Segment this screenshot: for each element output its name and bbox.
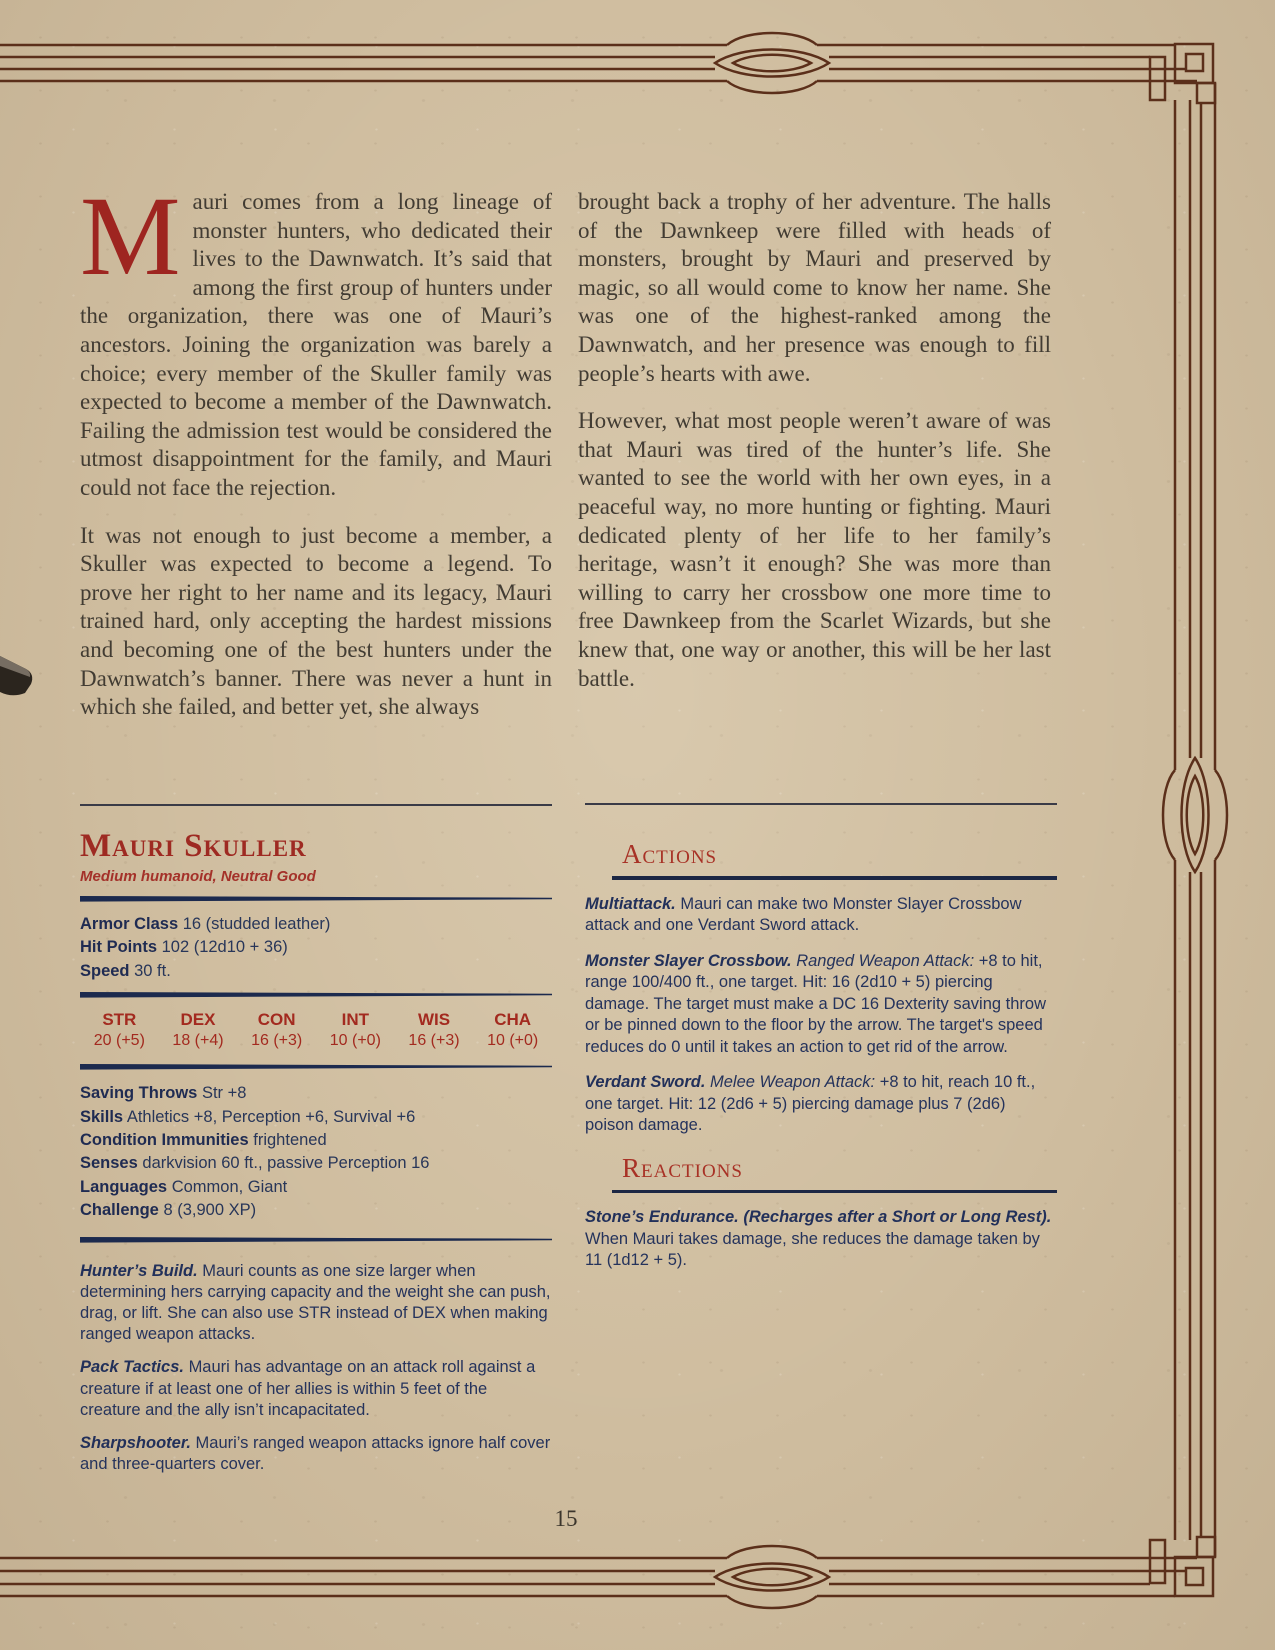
trait-hunters-build: Hunter’s Build. Mauri counts as one size larger when determining hers carrying capacity and the weight she can push, drag, or lift. She can also use STR instead of DEX when making ranged weapon attacks. [80,1261,551,1344]
intro-right-column [578,188,1051,693]
statblock-subtitle: Medium humanoid, Neutral Good [80,868,316,885]
hit-points-line: Hit Points 102 (12d10 + 36) [80,938,288,957]
ability-wis: WIS 16 (+3) [408,1010,460,1050]
tapered-rule [80,896,552,902]
senses-line: Senses darkvision 60 ft., passive Perception 16 [80,1154,430,1173]
core-attributes [80,913,552,983]
condition-immunities-line: Condition Immunities frightened [80,1131,327,1150]
ability-str: STR 20 (+5) [93,1010,145,1050]
action-verdant-sword: Verdant Sword. Melee Weapon Attack: +8 to hit, reach 10 ft., one target. Hit: 12 (2d6 + 5) piercing damage plus 7 (2d6) poison damage. [585,1073,1036,1134]
heading-rule [612,876,1057,880]
intro-paragraph-4: However, what most people weren’t aware of was that Mauri was tired of the hunter’s life. She wanted to see the world with her own eyes, in a peaceful way, no more hunting or fighting. Mauri dedicated plenty of her life to her family’s heritage, wasn’t it enough? She was more than willing to carry her crossbow one more time to free Dawnkeep from the Scarlet Wizards, but she knew that, one way or another, this will be her last battle. [578,408,1051,691]
actions-heading: Actions [622,839,718,869]
drop-cap: M [80,174,181,299]
intro-left-column [80,174,552,722]
statblock-right-column [585,790,1057,1272]
reactions-heading: Reactions [622,1152,743,1183]
divider [80,804,552,806]
intro-paragraph-1: Mauri comes from a long lineage of monster hunters, who dedicated their lives to the Dawnwatch. It’s said that among the first group of hunters under the organization, there was one of Mauri’s ancestors. Joining the organization was barely a choice; every member of the Skuller family was expected to become a member of the Dawnwatch. Failing the admission test would be considered the utmost disappointment for the family, and Mauri could not face the rejection. [80,174,552,500]
armor-class-line: Armor Class 16 (studded leather) [80,915,331,933]
skills-line: Skills Athletics +8, Perception +6, Survival +6 [80,1107,416,1126]
ability-cha: CHA 10 (+0) [487,1010,539,1050]
action-monster-slayer-crossbow: Monster Slayer Crossbow. Ranged Weapon Attack: +8 to hit, range 100/400 ft., one target. Hit: 16 (2d10 + 5) piercing damage. The target must make a DC 16 Dexterity saving throw or be pinned down to the floor by the arrow. The target's speed reduces do 0 until it takes an action to get rid of the arrow. [585,951,1046,1056]
action-multiattack: Multiattack. Mauri can make two Monster Slayer Crossbow attack and one Verdant Sword attack. [585,894,1022,934]
statblock-title: Mauri Skuller [80,828,307,864]
challenge-line: Challenge 8 (3,900 XP) [80,1201,257,1220]
ability-scores-table [80,1010,552,1052]
speed-line: Speed 30 ft. [80,961,171,980]
reaction-stones-endurance: Stone’s Endurance. (Recharges after a Short or Long Rest). When Mauri takes damage, she reduces the damage taken by 11 (1d12 + 5). [585,1208,1052,1269]
intro-paragraph-2: It was not enough to just become a member, a Skuller was expected to become a legend. To prove her right to her name and its legacy, Mauri trained hard, only accepting the hardest missions and becoming one of the best hunters under the Dawnwatch’s banner. There was never a hunt in which she failed, and better yet, she always [80,522,552,720]
tapered-rule [80,1064,552,1070]
statblock-left-column [80,790,552,1487]
languages-line: Languages Common, Giant [80,1177,288,1196]
tapered-rule [80,992,552,998]
traits-list [80,1261,552,1476]
ink-artifact [0,640,45,710]
tapered-rule [80,1237,552,1243]
intro-paragraph-3: brought back a trophy of her adventure. The halls of the Dawnkeep were filled with heads of monsters, brought by Mauri and preserved by magic, so all would come to know her name. She was one of the highest-ranked among the Dawnwatch, and her presence was enough to fill people’s hearts with awe. [578,189,1051,386]
trait-sharpshooter: Sharpshooter. Mauri’s ranged weapon attacks ignore half cover and three-quarters cover. [80,1434,551,1474]
saving-throws-line: Saving Throws Str +8 [80,1084,247,1103]
ability-con: CON 16 (+3) [251,1010,303,1050]
ability-dex: DEX 18 (+4) [172,1010,224,1050]
heading-rule [612,1190,1057,1194]
divider [585,803,1057,805]
detail-attributes [80,1082,552,1222]
page-number: 15 [554,1506,578,1531]
ability-int: INT 10 (+0) [329,1010,381,1050]
trait-pack-tactics: Pack Tactics. Mauri has advantage on an attack roll against a creature if at least one of her allies is within 5 feet of the creature and the ally isn’t incapacitated. [80,1358,536,1419]
